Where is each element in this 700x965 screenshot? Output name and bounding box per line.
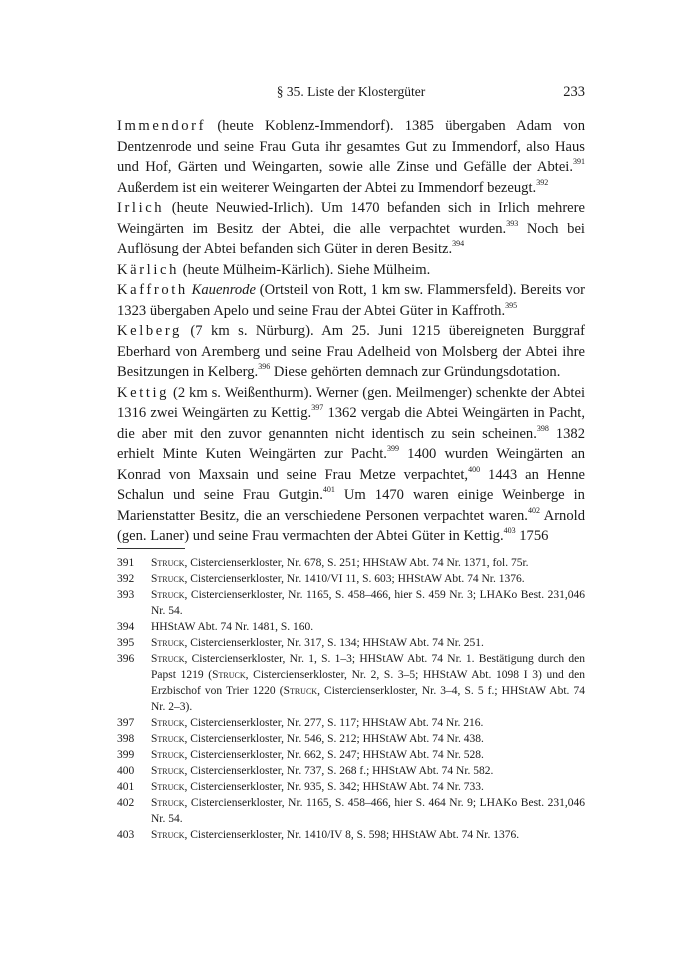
footnote-text [151,715,585,731]
footnote-ref: 393 [506,218,519,228]
footnote-ref: 401 [322,485,335,495]
footnote-ref: 403 [503,526,516,536]
footnote-number: 393 [117,589,135,601]
place-name: Kaffroth [117,282,188,298]
text-run: (heute Mülheim-Kärlich). Siehe Mülheim. [178,261,431,278]
text-run: , Cistercienserkloster, Nr. 1165, S. 458–466, hier S. 464 Nr. 9; LHAKo Best. 231,046 Nr. 54. [151,797,585,825]
text-run: , Cistercienserkloster, Nr. 2, S. 3–5; HHStAW Abt. 1098 I 3) und den Erzbischof von Trier 1220 ( [151,669,585,697]
text-run: (heute Neuwied-Irlich). Um 1470 befanden sich in Irlich mehrere Weingärten im Besitz der Abtei, die alle verpachtet wurden. [117,200,585,237]
footnote-number: 392 [117,573,135,585]
footnote-number: 398 [117,733,135,745]
text-run: (Ortsteil von Rott, 1 km sw. Flammersfeld). Bereits vor 1323 übergaben Apelo und seine Frau der Abtei Güter in Kaffroth. [117,282,585,319]
text-run: , Cistercienserkloster, Nr. 737, S. 268 f.; HHStAW Abt. 74 Nr. 582. [184,765,494,777]
text-run: , Cistercienserkloster, Nr. 546, S. 212; HHStAW Abt. 74 Nr. 438. [184,733,484,745]
footnote-number: 394 [117,621,135,633]
author-name: Struck [151,797,185,809]
text-run: , Cistercienserkloster, Nr. 277, S. 117; HHStAW Abt. 74 Nr. 216. [184,717,484,729]
text-run: Noch bei Auflösung der Abtei befanden sich Güter in deren Besitz. [117,220,585,257]
footnote-ref: 395 [505,300,518,310]
text-run: 1443 an Henne Schalun und seine Frau Gutgin. [117,466,585,503]
footnote [117,763,585,779]
footnote-text [151,571,585,587]
footnote-number: 391 [117,557,135,569]
text-run: (heute Koblenz-Immendorf). 1385 übergaben Adam von Dentzenrode und seine Frau Guta ihr gesamtes Gut zu Immendorf, also Haus und Hof, Gärten und Weingarten, sowie alle Zinse und Gefälle der Abtei. [117,118,585,175]
footnote [117,571,585,587]
footnote [117,619,585,635]
text-run: (7 km s. Nürburg). Am 25. Juni 1215 übereigneten Burggraf Eberhard von Aremberg und seine Frau Adelheid von Molsberg der Abtei ihre Besitzungen in Kelberg. [117,323,585,380]
text-run: HHStAW Abt. 74 Nr. 1481, S. 160. [151,621,314,633]
footnote-text [151,651,585,715]
footnotes [117,555,585,843]
paragraph [117,116,585,198]
footnote-number: 401 [117,781,135,793]
author-name: Struck [151,829,185,841]
footnote [117,779,585,795]
footnote-text [151,555,585,571]
footnote-ref: 397 [311,403,324,413]
footnote [117,715,585,731]
author-name: Struck [151,653,185,665]
footnote-rule [117,548,185,549]
running-title: § 35. Liste der Klostergüter [276,84,426,99]
footnote-ref: 399 [386,444,399,454]
footnote-ref: 394 [452,239,465,249]
text-run: , Cistercienserkloster, Nr. 678, S. 251; HHStAW Abt. 74 Nr. 1371, fol. 75r. [184,557,529,569]
place-name: Irlich [117,200,165,216]
paragraph [117,383,585,547]
footnote-number: 402 [117,797,135,809]
text-run: Außerdem ist ein weiterer Weingarten der Abtei zu Immendorf bezeugt. [117,179,537,196]
paragraph [117,198,585,260]
text-run: (2 km s. Weißenthurm). Werner (gen. Meilmenger) schenkte der Abtei 1316 zwei Weingärten zu Kettig. [117,384,585,421]
footnote [117,827,585,843]
footnote-text [151,763,585,779]
footnote-number: 397 [117,717,135,729]
paragraph [117,280,585,321]
author-name: Struck [151,589,185,601]
text-run: , Cistercienserkloster, Nr. 1410/VI 11, S. 603; HHStAW Abt. 74 Nr. 1376. [184,573,525,585]
text-run: , Cistercienserkloster, Nr. 317, S. 134; HHStAW Abt. 74 Nr. 251. [184,637,484,649]
author-name: Struck [151,573,185,585]
footnote [117,635,585,651]
author-name: Struck [283,685,318,697]
footnote-text [151,587,585,619]
text-run: Um 1470 waren einige Weinberge in Marienstatter Besitz, die an verschiedene Personen verpachtet waren. [117,487,585,524]
footnote-number: 395 [117,637,135,649]
footnote-number: 396 [117,653,135,665]
footnote-ref: 391 [573,157,585,167]
author-name: Struck [151,557,185,569]
text-run: , Cistercienserkloster, Nr. 1410/IV 8, S. 598; HHStAW Abt. 74 Nr. 1376. [184,829,520,841]
author-name: Struck [151,749,185,761]
footnote-text [151,827,585,843]
author-name: Struck [151,765,185,777]
text-run: 1382 erhielt Minte Kuten Weingärten zur Pacht. [117,425,585,462]
author-name: Struck [151,781,185,793]
footnote-text [151,635,585,651]
author-name: Struck [151,717,185,729]
footnote-text [151,795,585,827]
footnote-text [151,747,585,763]
text-run: Arnold (gen. Laner) und seine Frau vermachten der Abtei Güter in Kettig. [117,507,585,544]
text-run: Diese gehörten demnach zur Gründungsdotation. [270,364,561,380]
footnote [117,795,585,827]
footnote [117,651,585,715]
footnote-ref: 400 [468,464,481,474]
text-run: 1362 vergab die Abtei Weingärten in Pacht, die aber mit den zuvor genannten nicht identisch zu sein scheinen. [117,405,585,442]
paragraph [117,321,585,383]
footnote-number: 400 [117,765,135,777]
footnote-ref: 396 [258,362,271,372]
footnote-number: 403 [117,829,135,841]
text-run: , Cistercienserkloster, Nr. 662, S. 247; HHStAW Abt. 74 Nr. 528. [184,749,484,761]
page-number: 233 [563,84,585,100]
italic-name: Kauenrode [191,282,256,298]
author-name: Struck [212,669,246,681]
page-header [117,84,585,104]
footnote [117,747,585,763]
footnote-ref: 398 [536,423,549,433]
text-run: , Cistercienserkloster, Nr. 935, S. 342; HHStAW Abt. 74 Nr. 733. [184,781,484,793]
text-run: 1400 wurden Weingärten an Konrad von Maxsain und seine Frau Metze verpachtet, [117,446,585,483]
footnote-text [151,731,585,747]
footnote-ref: 402 [527,505,540,515]
footnote-number: 399 [117,749,135,761]
author-name: Struck [151,637,185,649]
footnote [117,555,585,571]
paragraph [117,260,585,281]
author-name: Struck [151,733,185,745]
place-name: Immendorf [117,118,207,134]
place-name: Kärlich [117,261,179,278]
text-run: , Cistercienserkloster, Nr. 1165, S. 458–466, hier S. 459 Nr. 3; LHAKo Best. 231,046 Nr. 54. [151,589,585,617]
place-name: Kelberg [117,323,182,339]
footnote [117,587,585,619]
text-run: , Cistercienserkloster, Nr. 1, S. 1–3; HHStAW Abt. 74 Nr. 1. Bestätigung durch den Papst 1219 ( [151,653,585,681]
place-name: Kettig [117,384,170,401]
footnote-text [151,779,585,795]
body-text [117,116,585,547]
footnote-text [151,619,585,635]
text-run: 1756 [515,528,549,544]
footnote-ref: 392 [536,177,549,187]
text-run: , Cistercienserkloster, Nr. 3–4, S. 5 f.; HHStAW Abt. 74 Nr. 2–3). [151,685,586,713]
footnote [117,731,585,747]
